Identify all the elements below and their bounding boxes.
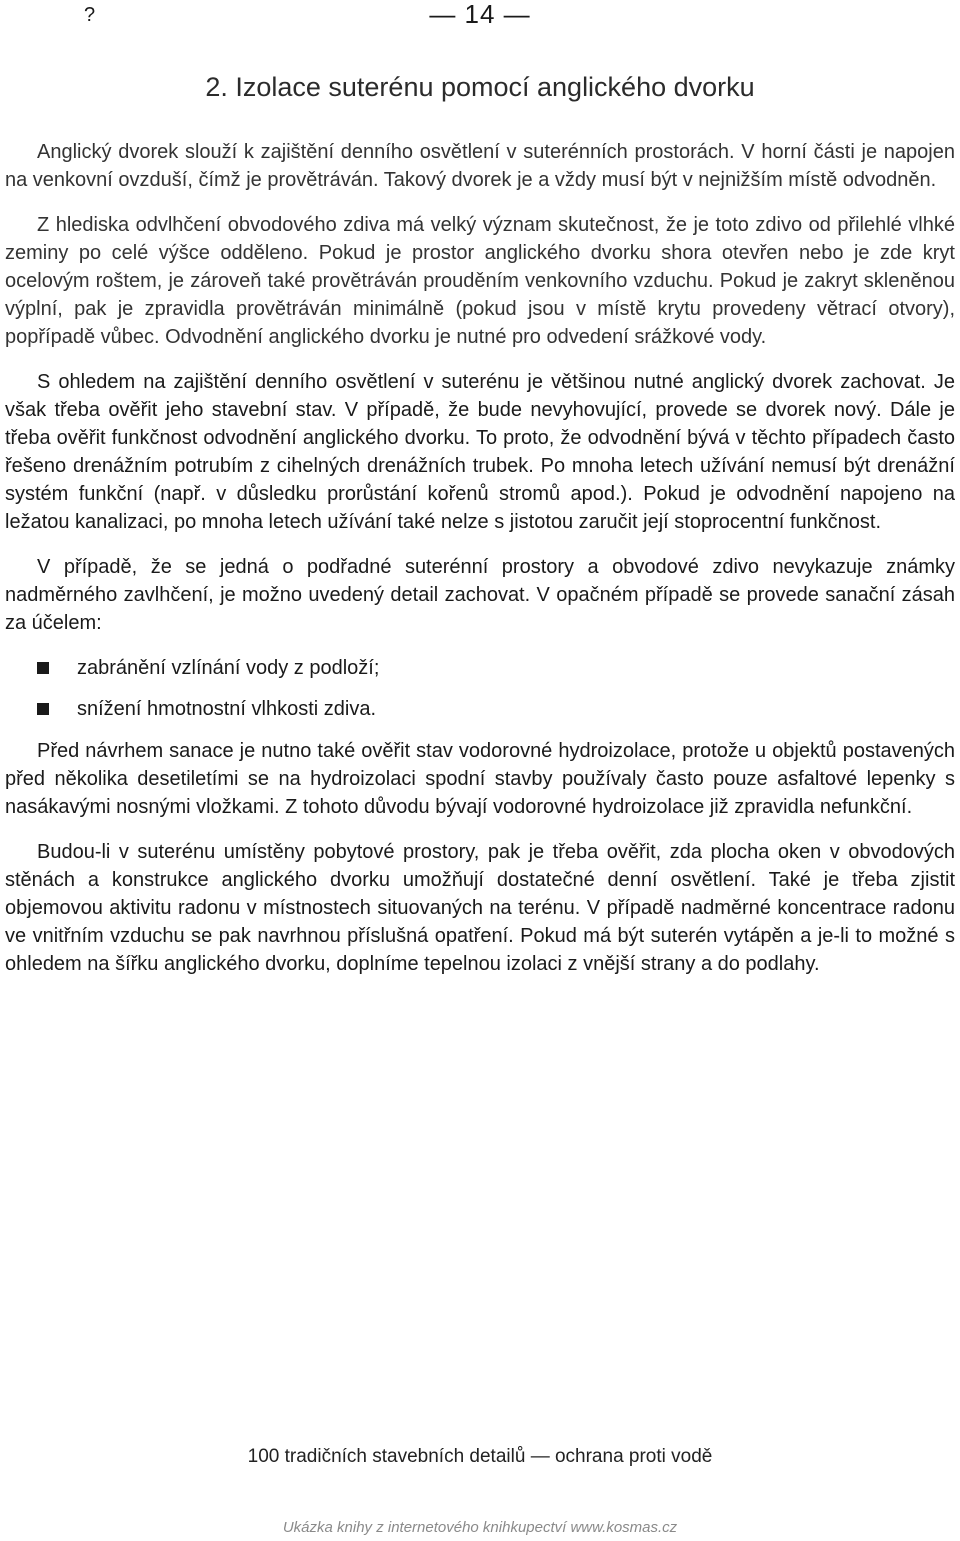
paragraph: S ohledem na zajištění denního osvětlení v suterénu je většinou nutné anglický dvorek zachovat. Je však třeba ověřit jeho stavební stav. V případě, že bude nevyhovující, provede se dvorek nový. Dále je třeba ověřit funkčnost odvodnění anglického dvorku. To proto, že odvodnění bývá v těchto případech často řešeno drenážním potrubím z cihelných drenážních trubek. Po mnoha letech užívání nemusí být drenážní systém funkční (např. v důsledku prorůstání kořenů stromů apod.). Pokud je odvodnění napojeno na ležatou kanalizaci, po mnoha letech užívání také nelze s jistotou zaručit její stoprocentní funkčnost. [5,371,955,533]
list-item-text: snížení hmotnostní vlhkosti zdiva. [77,698,377,720]
watermark: Ukázka knihy z internetového knihkupectví www.kosmas.cz [282,1519,678,1536]
square-bullet-icon [37,662,49,674]
paragraph: V případě, že se jedná o podřadné suterénní prostory a obvodové zdivo nevykazuje známky nadměrného zavlhčení, je možno uvedený detail zachovat. V opačném případě se provede sanační zásah za účelem: [5,556,955,634]
section-title: 2. Izolace suterénu pomocí anglického dvorku [205,72,755,102]
header-mark: ? [84,4,96,26]
paragraph: Anglický dvorek slouží k zajištění denního osvětlení v suterénních prostorách. V horní části je napojen na venkovní ovzduší, čímž je provětráván. Takový dvorek je a vždy musí být v nejnižším místě odvodněn. [5,141,955,191]
page-header [0,0,960,30]
square-bullet-icon [37,703,49,715]
paragraph: Před návrhem sanace je nutno také ověřit stav vodorovné hydroizolace, protože u objektů postavených před několika desetiletími se na hydroizolaci spodní stavby používaly často pouze asfaltové lepenky s nasákavými nosnými vložkami. Z tohoto důvodu bývají vodorovné hydroizolace již zpravidla nefunkční. [5,740,955,818]
page-footer: 100 tradičních stavebních detailů — ochrana proti vodě [247,1446,713,1467]
list-item-text: zabránění vzlínání vody z podloží; [77,657,380,679]
list-item [5,654,955,682]
document-body [5,138,955,995]
paragraph: Z hlediska odvlhčení obvodového zdiva má velký význam skutečnost, že je toto zdivo od přilehlé vlhké zeminy po celé výšce odděleno. Pokud je prostor anglického dvorku shora otevřen nebo je zde kryt ocelovým roštem, je zároveň také provětráván prouděním venkovního vzduchu. Pokud je zakryt skleněnou výplní, pak je zpravidla provětráván minimálně (pokud jsou v místě krytu provedeny větrací otvory), popřípadě vůbec. Odvodnění anglického dvorku je nutné pro odvedení srážkové vody. [5,214,955,348]
page-number: — 14 — [429,0,531,29]
bullet-list [5,654,955,723]
list-item [5,695,955,723]
paragraph: Budou-li v suterénu umístěny pobytové prostory, pak je třeba ověřit, zda plocha oken v obvodových stěnách a konstrukce anglického dvorku umožňují dostatečné denní osvětlení. Také je třeba zjistit objemovou aktivitu radonu v místnostech situovaných na terénu. V případě nadměrné koncentrace radonu ve vnitřním vzduchu se pak navrhnou příslušná opatření. Pokud má být suterén vytápěn a je-li to možné s ohledem na šířku anglického dvorku, doplníme tepelnou izolaci z vnější strany a do podlahy. [5,841,955,975]
